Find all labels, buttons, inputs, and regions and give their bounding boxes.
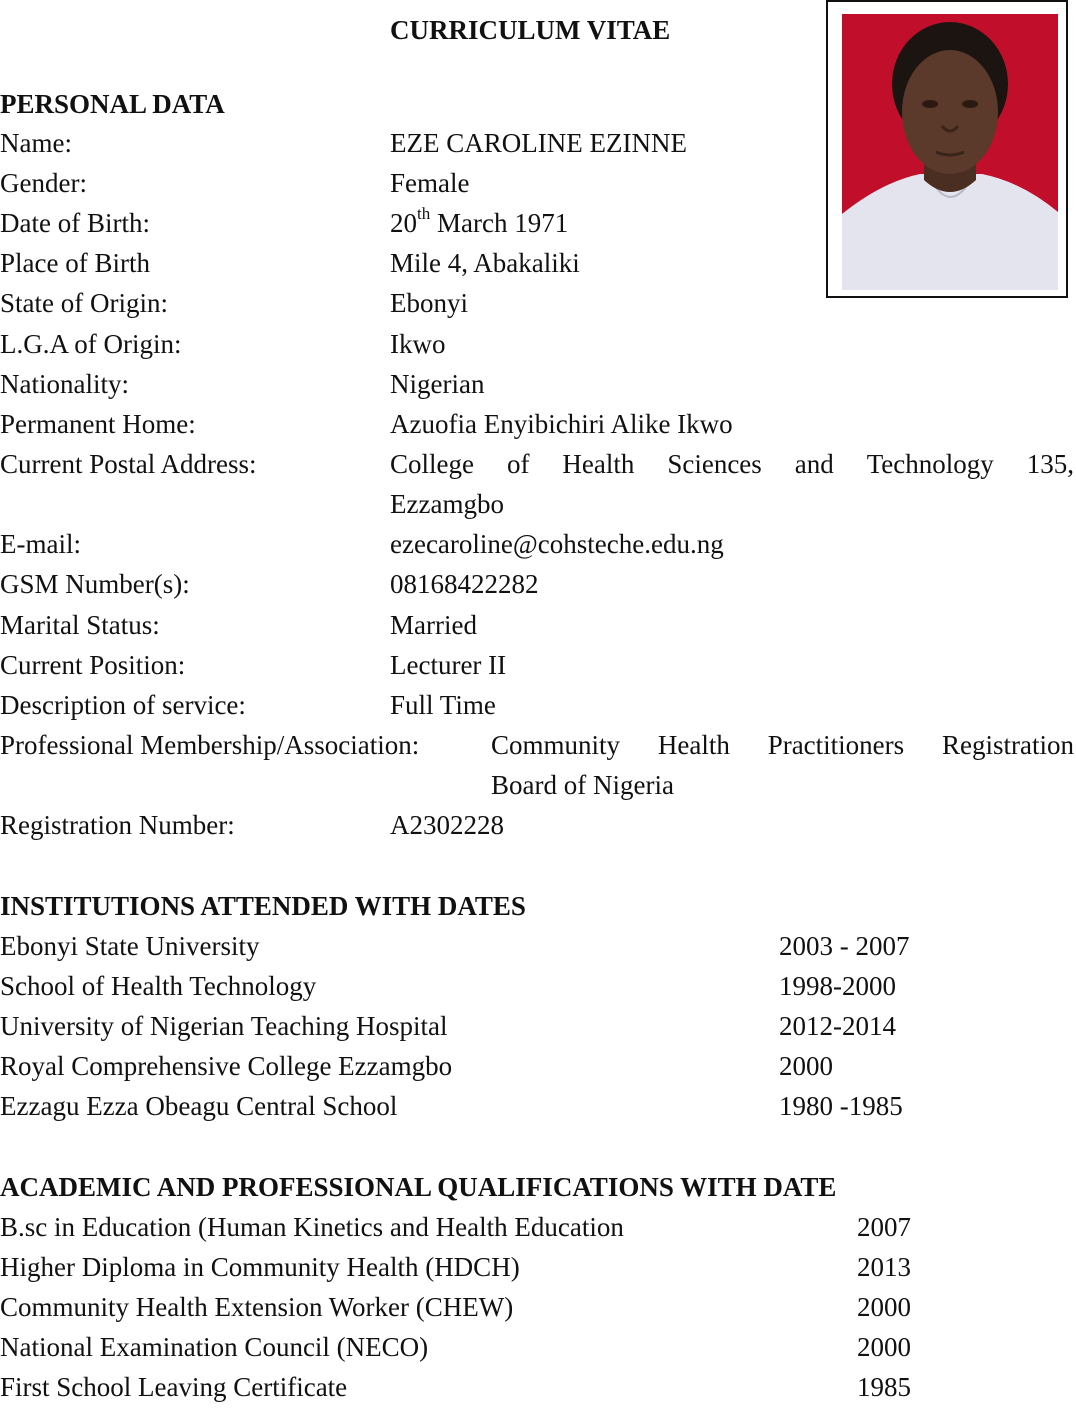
registration-number-value: A2302228 <box>390 810 504 840</box>
address-word: and <box>794 449 834 479</box>
membership-line2: Board of Nigeria <box>491 770 674 800</box>
institution-name: University of Nigerian Teaching Hospital <box>0 1011 448 1041</box>
membership-label: Professional Membership/Association: <box>0 730 420 760</box>
portrait-image <box>842 14 1058 290</box>
institution-date: 2003 - 2007 <box>779 931 910 961</box>
membership-word: Practitioners <box>767 730 905 760</box>
qualification-name: B.sc in Education (Human Kinetics and Health Education <box>0 1212 624 1242</box>
dob-day: 20 <box>390 208 417 238</box>
qualification-name: National Examination Council (NECO) <box>0 1332 429 1362</box>
registration-number-label: Registration Number: <box>0 810 235 840</box>
institution-date: 1980 -1985 <box>779 1091 903 1121</box>
current-position-value: Lecturer II <box>390 650 507 680</box>
nationality-value: Nigerian <box>390 369 485 399</box>
address-word: Technology <box>866 449 994 479</box>
address-word: Health <box>562 449 635 479</box>
state-of-origin-value: Ebonyi <box>390 288 468 318</box>
qualification-name: First School Leaving Certificate <box>0 1372 348 1402</box>
email-label: E-mail: <box>0 529 81 559</box>
membership-word: Health <box>657 730 730 760</box>
service-description-label: Description of service: <box>0 690 246 720</box>
qualification-date: 2000 <box>857 1292 911 1322</box>
membership-line1 <box>491 725 1074 765</box>
state-of-origin-label: State of Origin: <box>0 288 168 318</box>
qualifications-heading: ACADEMIC AND PROFESSIONAL QUALIFICATIONS WITH DATE <box>0 1172 837 1202</box>
qualification-date: 1985 <box>857 1372 911 1402</box>
document-title: CURRICULUM VITAE <box>390 15 671 45</box>
membership-word: Registration <box>942 730 1074 760</box>
gsm-label: GSM Number(s): <box>0 569 190 599</box>
marital-status-label: Marital Status: <box>0 610 160 640</box>
qualification-date: 2007 <box>857 1212 911 1242</box>
qualification-name: Higher Diploma in Community Health (HDCH) <box>0 1252 520 1282</box>
qualification-name: Community Health Extension Worker (CHEW) <box>0 1292 514 1322</box>
permanent-home-label: Permanent Home: <box>0 409 196 439</box>
gender-value: Female <box>390 168 470 198</box>
qualification-date: 2013 <box>857 1252 911 1282</box>
service-description-value: Full Time <box>390 690 496 720</box>
institution-name: Ezzagu Ezza Obeagu Central School <box>0 1091 398 1121</box>
institution-date: 2012-2014 <box>779 1011 896 1041</box>
institution-name: School of Health Technology <box>0 971 317 1001</box>
personal-data-heading: PERSONAL DATA <box>0 89 225 119</box>
qualification-date: 2000 <box>857 1332 911 1362</box>
membership-word: Community <box>491 730 621 760</box>
gsm-value: 08168422282 <box>390 569 539 599</box>
place-of-birth-value: Mile 4, Abakaliki <box>390 248 580 278</box>
permanent-home-value: Azuofia Enyibichiri Alike Ikwo <box>390 409 733 439</box>
nationality-label: Nationality: <box>0 369 129 399</box>
name-value: EZE CAROLINE EZINNE <box>390 128 687 158</box>
gender-label: Gender: <box>0 168 87 198</box>
place-of-birth-label: Place of Birth <box>0 248 150 278</box>
email-value: ezecaroline@cohsteche.edu.ng <box>390 529 724 559</box>
dob-ordinal: th <box>417 204 431 223</box>
postal-address-line2: Ezzamgbo <box>390 489 504 519</box>
address-word: 135, <box>1026 449 1074 479</box>
address-word: College <box>390 449 474 479</box>
postal-address-label: Current Postal Address: <box>0 449 257 479</box>
lga-label: L.G.A of Origin: <box>0 329 182 359</box>
institutions-heading: INSTITUTIONS ATTENDED WITH DATES <box>0 891 526 921</box>
name-label: Name: <box>0 128 72 158</box>
institution-date: 1998-2000 <box>779 971 896 1001</box>
current-position-label: Current Position: <box>0 650 186 680</box>
dob-value <box>390 203 568 243</box>
marital-status-value: Married <box>390 610 477 640</box>
institution-date: 2000 <box>779 1051 833 1081</box>
institution-name: Ebonyi State University <box>0 931 260 961</box>
postal-address-line1 <box>390 444 1074 484</box>
profile-photo <box>826 0 1068 298</box>
institution-name: Royal Comprehensive College Ezzamgbo <box>0 1051 453 1081</box>
dob-rest: March 1971 <box>430 208 569 238</box>
address-word: of <box>506 449 530 479</box>
lga-value: Ikwo <box>390 329 446 359</box>
dob-label: Date of Birth: <box>0 208 150 238</box>
address-word: Sciences <box>667 449 762 479</box>
